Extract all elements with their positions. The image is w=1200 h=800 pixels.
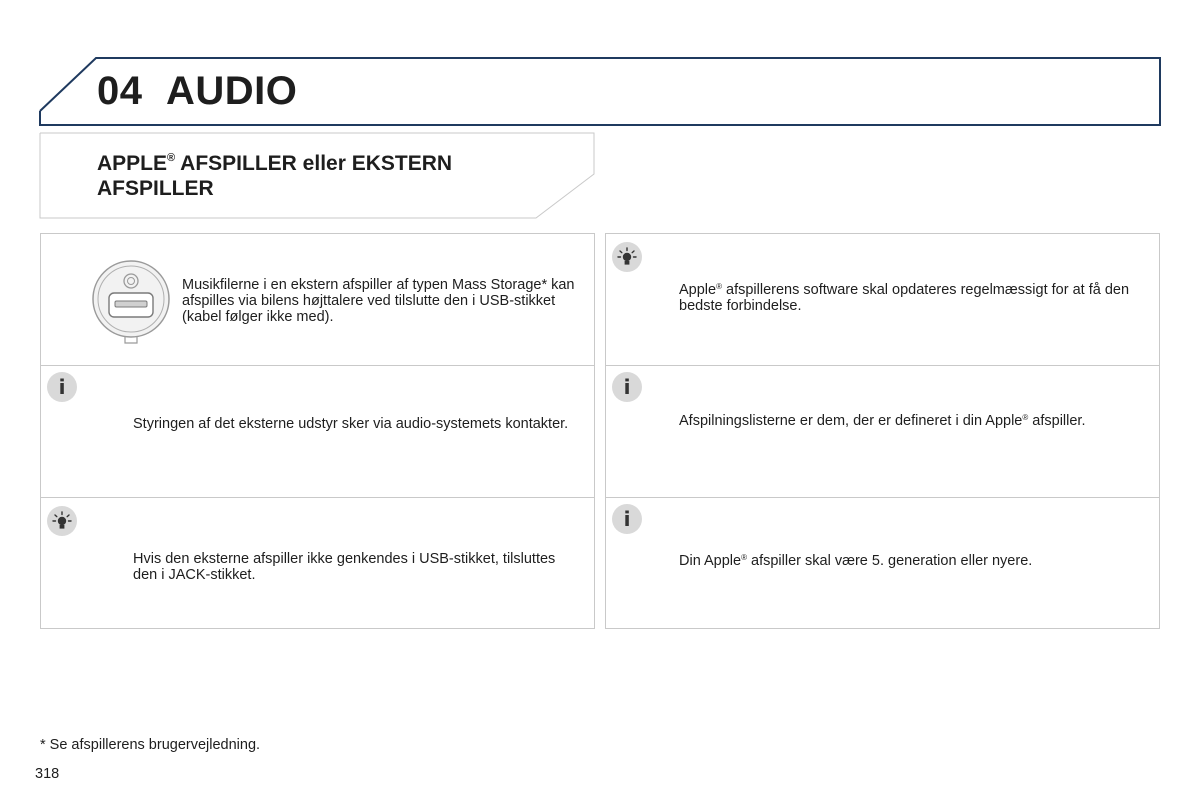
registered-mark: ® bbox=[167, 152, 176, 164]
cell-software bbox=[605, 233, 1160, 366]
usb-info-text: Musikfilerne i en ekstern afspiller af typen Mass Storage* kan afspilles via bilens højttalere ved tilslutte den i USB-stikket (kabel følger ikke med). bbox=[182, 277, 575, 325]
tip-bulb-icon bbox=[47, 506, 77, 536]
playlists-info-text: Afspilningslisterne er dem, der er defineret i din Apple® afspiller. bbox=[679, 413, 1086, 429]
usb-port-icon bbox=[91, 259, 171, 345]
cell-usb bbox=[40, 233, 595, 366]
info-icon: i bbox=[612, 372, 642, 402]
cell-jack bbox=[40, 497, 595, 629]
info-icon: i bbox=[47, 372, 77, 402]
tip-bulb-icon bbox=[612, 242, 642, 272]
registered-mark: ® bbox=[741, 553, 747, 562]
footnote: * Se afspillerens brugervejledning. bbox=[40, 737, 261, 753]
section-title: APPLE® AFSPILLER eller EKSTERN AFSPILLER bbox=[97, 152, 453, 200]
registered-mark: ® bbox=[716, 282, 722, 291]
info-icon: i bbox=[612, 504, 642, 534]
jack-tip-text: Hvis den eksterne afspiller ikke genkendes i USB-stikket, tilsluttes den i JACK-stikket. bbox=[133, 551, 556, 583]
cell-controls bbox=[40, 365, 595, 498]
cell-playlists bbox=[605, 365, 1160, 498]
chapter-number: 04 bbox=[97, 69, 143, 113]
chapter-title: AUDIO bbox=[166, 69, 298, 113]
controls-info-text: Styringen af det eksterne udstyr sker via audio-systemets kontakter. bbox=[133, 416, 569, 432]
cell-generation bbox=[605, 497, 1160, 629]
generation-info-text: Din Apple® afspiller skal være 5. generation eller nyere. bbox=[679, 553, 1033, 569]
registered-mark: ® bbox=[1022, 413, 1029, 422]
software-tip-text: Apple® afspillerens software skal opdateres regelmæssigt for at få den bedste forbindelse. bbox=[679, 282, 1130, 314]
page-number: 318 bbox=[35, 766, 60, 782]
